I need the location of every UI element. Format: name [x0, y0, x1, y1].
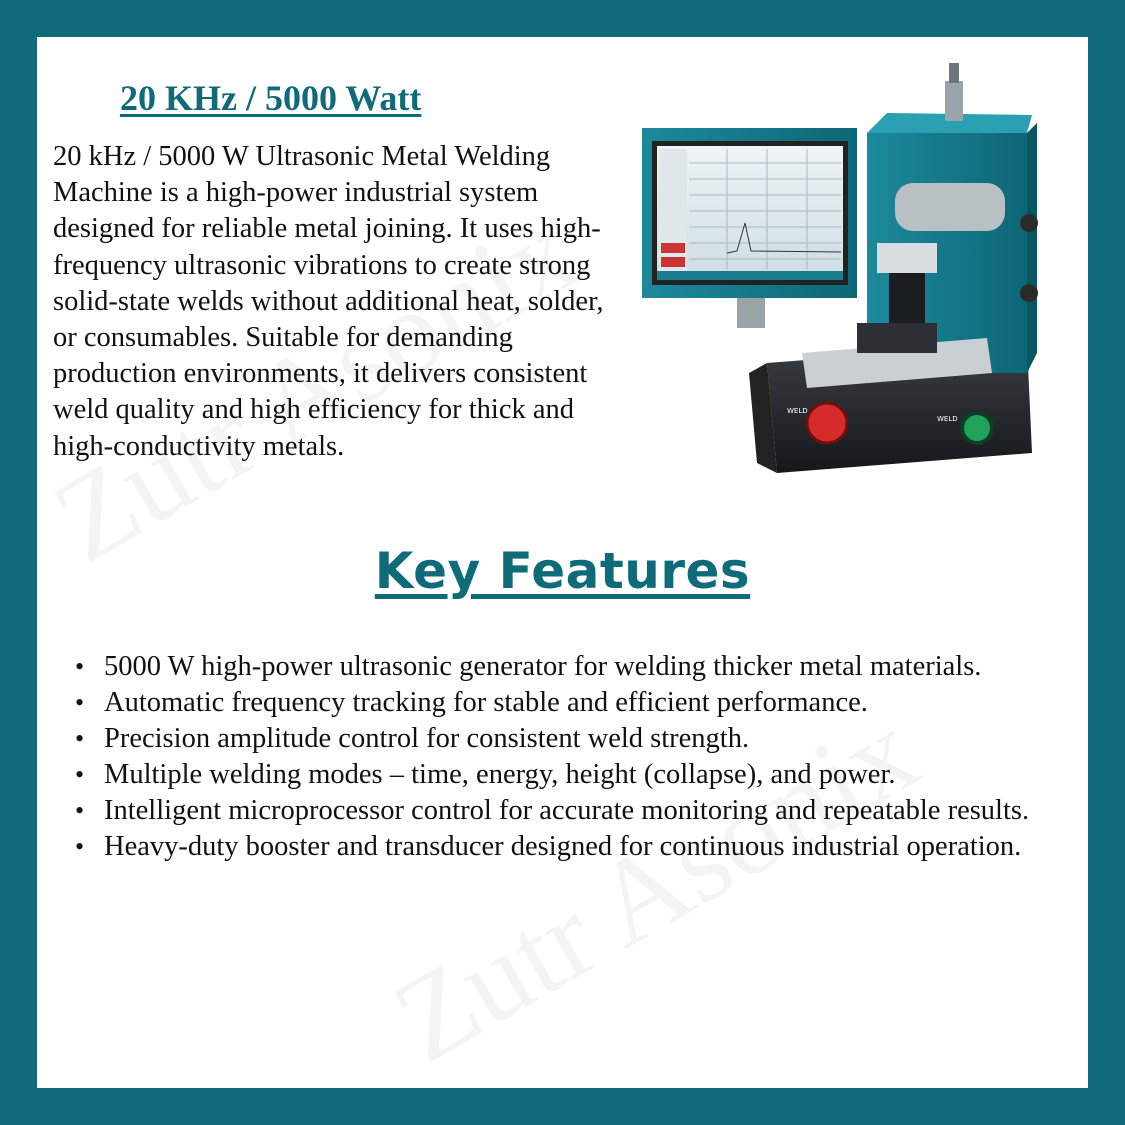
list-item: [65, 830, 1075, 864]
horn: [877, 243, 937, 273]
weld-label-left: WELD: [787, 407, 808, 415]
bullet-icon: •: [75, 796, 85, 825]
bullet-icon: •: [75, 724, 85, 753]
list-item: [65, 794, 1075, 828]
key-features-title: Key Features: [374, 542, 751, 600]
feature-text: Automatic frequency tracking for stable and efficient performance.: [104, 687, 868, 718]
knob: [1020, 284, 1038, 302]
transducer: [895, 183, 1005, 231]
feature-text: Multiple welding modes – time, energy, height (collapse), and power.: [104, 759, 896, 790]
product-heading: 20 KHz / 5000 Watt: [120, 78, 422, 118]
bullet-icon: •: [75, 760, 85, 789]
list-item: [65, 758, 1075, 792]
list-item: [65, 650, 1075, 684]
content-panel: [37, 37, 1088, 1088]
feature-list: [65, 650, 1075, 866]
product-description: 20 kHz / 5000 W Ultrasonic Metal Welding Machine is a high-power industrial system designed for reliable metal joining. It uses high-frequency ultrasonic vibrations to create strong solid-state welds without additional heat, solder, or consumables. Suitable for demanding production environments, it delivers consistent weld quality and high efficiency for thick and high-conductivity metals.: [53, 141, 604, 462]
weld-label-right: WELD: [937, 415, 958, 423]
list-item: [65, 686, 1075, 720]
emergency-stop-button: [807, 403, 847, 443]
feature-text: 5000 W high-power ultrasonic generator for welding thicker metal materials.: [104, 651, 982, 682]
list-item: [65, 722, 1075, 756]
knob: [1020, 214, 1038, 232]
micrometer: [945, 81, 963, 121]
bullet-icon: •: [75, 688, 85, 717]
feature-text: Intelligent microprocessor control for accurate monitoring and repeatable results.: [104, 795, 1030, 826]
feature-text: Precision amplitude control for consistent weld strength.: [104, 723, 750, 754]
welding-machine-image: [627, 53, 1047, 483]
bullet-icon: •: [75, 832, 85, 861]
bullet-icon: •: [75, 652, 85, 681]
start-button: [962, 413, 992, 443]
feature-text: Heavy-duty booster and transducer designed for continuous industrial operation.: [104, 831, 1022, 862]
